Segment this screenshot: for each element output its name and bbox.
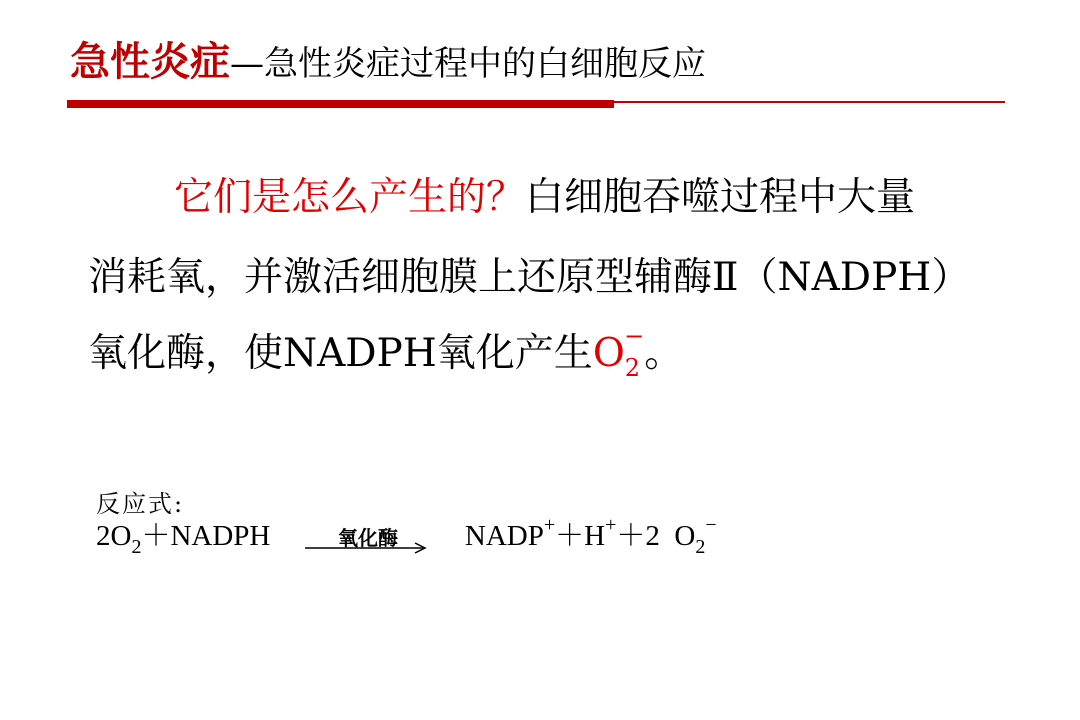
paragraph-line-3	[88, 322, 1023, 382]
product-nadp: NADP	[464, 520, 544, 552]
line2-text: 消耗氧，并激活细胞膜上还原型辅酶Ⅱ（NADPH）	[88, 255, 971, 300]
title-subtitle: —急性炎症过程中的白细胞反应	[230, 44, 706, 84]
line1-text: 白细胞吞噬过程中大量	[525, 175, 916, 220]
reactant-oxygen-subscript: 2	[131, 536, 142, 558]
product-nadp-charge: +	[543, 514, 556, 536]
product-superoxide-charge: −	[705, 514, 717, 536]
title-main: 急性炎症	[70, 38, 230, 85]
superoxide-superscript: −	[624, 322, 645, 350]
superoxide-subscript: 2	[624, 354, 641, 382]
product-superoxide: O	[674, 520, 696, 552]
question-text: 它们是怎么产生的？	[174, 175, 526, 220]
reactant-nadph: NADPH	[170, 520, 271, 552]
plus-sign-2: ＋	[555, 520, 585, 552]
reaction-label: 反应式:	[96, 490, 185, 518]
plus-sign-1: ＋	[141, 520, 171, 552]
paragraph-line-2	[88, 255, 1023, 300]
product-superoxide-subscript: 2	[695, 536, 706, 558]
arrow-label-enzyme: 氧化酶	[338, 526, 398, 550]
paragraph-line-1	[88, 175, 1080, 220]
line3-end: 。	[644, 331, 684, 376]
superoxide-o: O	[592, 331, 625, 376]
superoxide-symbol	[592, 322, 645, 382]
product-hydrogen-charge: +	[605, 514, 617, 536]
title-underline-thick	[67, 100, 614, 108]
product-superoxide-coef: 2	[645, 520, 660, 552]
plus-sign-3: ＋	[616, 520, 646, 552]
slide-title	[70, 38, 706, 85]
line3-text: 氧化酶，使NADPH氧化产生	[88, 331, 593, 376]
reactant-oxygen: 2O	[96, 520, 132, 552]
product-hydrogen: H	[584, 520, 606, 552]
